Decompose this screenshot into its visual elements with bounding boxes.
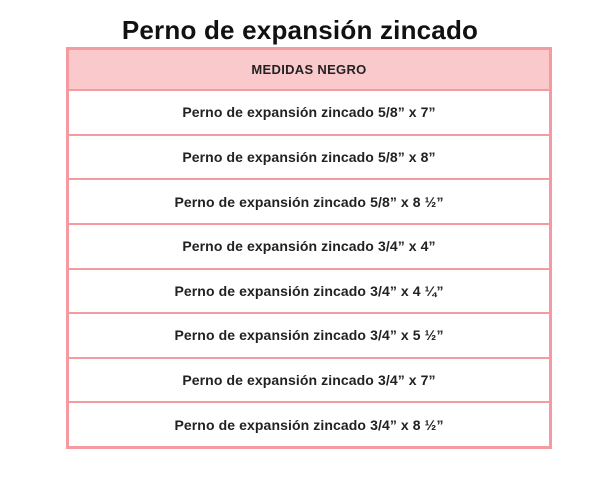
page-title: Perno de expansión zincado bbox=[121, 15, 479, 45]
table-row: Perno de expansión zincado 5/8” x 8” bbox=[69, 136, 549, 181]
table-row: Perno de expansión zincado 3/4” x 5 ½” bbox=[69, 314, 549, 359]
table-row: Perno de expansión zincado 3/4” x 4” bbox=[69, 225, 549, 270]
table-row: Perno de expansión zincado 3/4” x 7” bbox=[69, 359, 549, 404]
table-row: Perno de expansión zincado 5/8” x 7” bbox=[69, 91, 549, 136]
measurements-table bbox=[66, 47, 552, 449]
table-row: Perno de expansión zincado 3/4” x 4 ¼” bbox=[69, 270, 549, 315]
table-row: Perno de expansión zincado 3/4” x 8 ½” bbox=[69, 403, 549, 446]
table-header: MEDIDAS NEGRO bbox=[69, 50, 549, 91]
table-row: Perno de expansión zincado 5/8” x 8 ½” bbox=[69, 180, 549, 225]
